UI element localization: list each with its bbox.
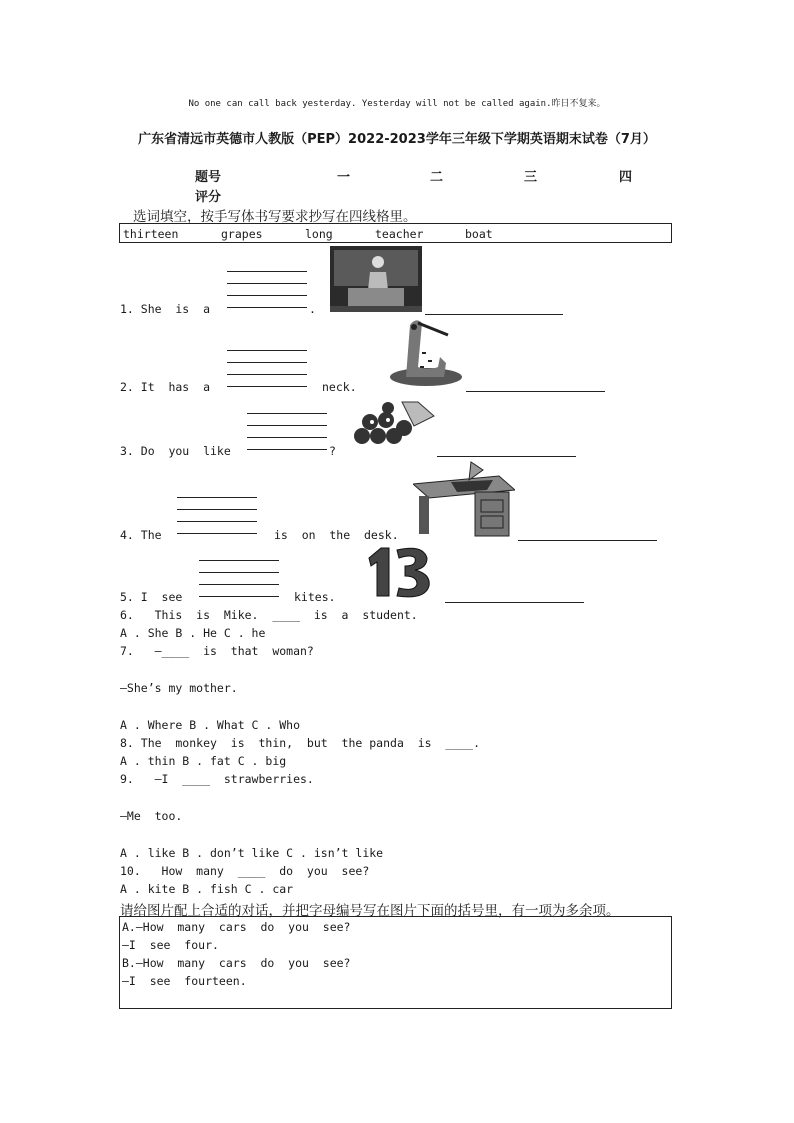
word-bank-item: long — [305, 227, 333, 241]
dialogue-a-line-2: —I see four. — [122, 938, 219, 952]
question-2-post: neck. — [322, 380, 357, 394]
word-bank-box — [119, 223, 672, 243]
dialogue-b-line-2: —I see fourteen. — [122, 974, 247, 988]
dialogue-options-box — [119, 916, 672, 1009]
word-bank-item: teacher — [375, 227, 424, 241]
teacher-icon — [330, 246, 422, 312]
question-8-options: A . thin B . fat C . big — [120, 754, 287, 768]
question-5-post: kites. — [294, 590, 336, 604]
four-line-grid-1[interactable] — [227, 271, 307, 319]
score-table-row1-label: 题号 — [195, 170, 222, 185]
question-8-text: 8. The monkey is thin, but the panda is ____. — [120, 736, 481, 750]
word-bank-item: boat — [465, 227, 493, 241]
question-6-text: 6. This is Mike. ____ is a student. — [120, 608, 418, 622]
header-motto: No one can call back yesterday. Yesterday will not be called again.昨日不复来。 — [188, 99, 606, 109]
word-bank-item: grapes — [221, 227, 263, 241]
question-10-text: 10. How many ____ do you see? — [120, 864, 370, 878]
question-7-text: 7. —____ is that woman? — [120, 644, 314, 658]
question-4-post: is on the desk. — [274, 528, 399, 542]
question-4-text: 4. The — [120, 528, 162, 542]
dialogue-b-line-1: B.—How many cars do you see? — [122, 956, 351, 970]
four-line-grid-5[interactable] — [199, 560, 279, 608]
question-10-options: A . kite B . fish C . car — [120, 882, 294, 896]
question-9-options: A . like B . don’t like C . isn’t like — [120, 846, 384, 860]
question-5-text: 5. I see — [120, 590, 183, 604]
question-6-options: A . She B . He C . he — [120, 626, 266, 640]
four-line-grid-2[interactable] — [227, 350, 307, 398]
dialogue-a-line-1: A.—How many cars do you see? — [122, 920, 351, 934]
number-13-icon — [365, 544, 437, 600]
question-7-options: A . Where B . What C . Who — [120, 718, 301, 732]
question-1-post: . — [309, 302, 316, 316]
answer-line-2[interactable] — [466, 391, 605, 392]
score-col-2: 二 — [430, 170, 444, 185]
question-3-post: ? — [329, 444, 336, 458]
question-9-reply: —Me too. — [120, 809, 183, 823]
question-1-text: 1. She is a — [120, 302, 211, 316]
question-3-text: 3. Do you like — [120, 444, 231, 458]
exam-title: 广东省清远市英德市人教版（PEP）2022-2023学年三年级下学期英语期末试卷（7月） — [138, 132, 656, 147]
answer-line-4[interactable] — [518, 540, 657, 541]
question-2-text: 2. It has a — [120, 380, 211, 394]
four-line-grid-4[interactable] — [177, 497, 257, 545]
score-col-4: 四 — [619, 170, 633, 185]
question-9-text: 9. —I ____ strawberries. — [120, 772, 314, 786]
section1-heading: 选词填空，按手写体书写要求抄写在四线格里。 — [133, 209, 417, 225]
grapes-icon — [350, 398, 438, 448]
giraffe-icon — [388, 317, 464, 387]
answer-line-1[interactable] — [425, 314, 563, 315]
question-7-reply: —She’s my mother. — [120, 681, 238, 695]
word-bank-item: thirteen — [123, 227, 179, 241]
score-col-3: 三 — [524, 170, 538, 185]
score-table-row2-label: 评分 — [195, 190, 222, 205]
score-col-1: 一 — [337, 170, 351, 185]
answer-line-5[interactable] — [445, 602, 584, 603]
answer-line-3[interactable] — [437, 456, 576, 457]
section3-heading: 请给图片配上合适的对话，并把字母编号写在图片下面的括号里，有一项为多余项。 — [120, 903, 620, 919]
boat-on-desk-icon — [413, 460, 515, 538]
four-line-grid-3[interactable] — [247, 413, 327, 461]
